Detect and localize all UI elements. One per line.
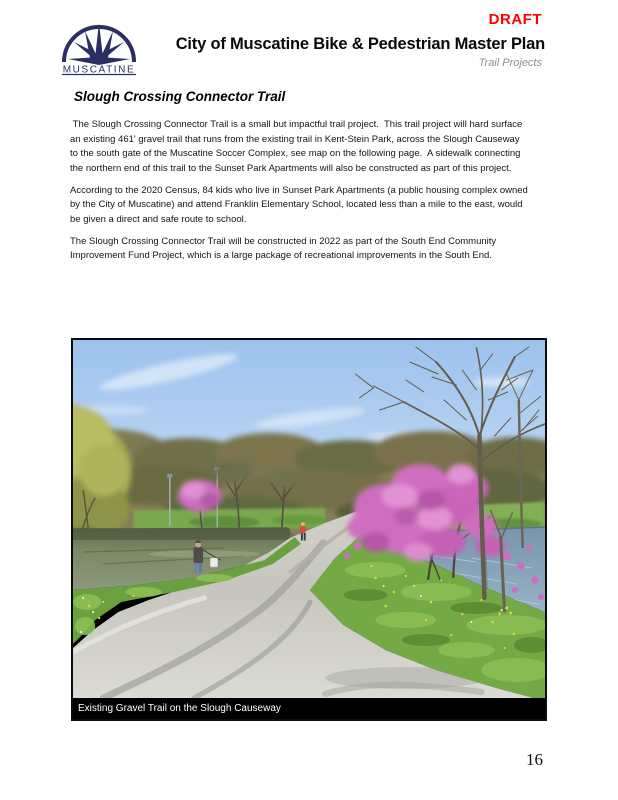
paragraph: The Slough Crossing Connector Trail is a small but impactful trail project. This trail project will hard surface an existing 461' gravel trail that runs from the existing trail in Kent-Stein Park, across the Slough Causeway to the south gate of the Muscatine Soccer Complex, see map on the following page. A sidewalk connecting the northern end of this trail to the Sunset Park Apartments will also be constructed as part of this project. (70, 119, 525, 174)
paragraph: According to the 2020 Census, 84 kids who live in Sunset Park Apartments (a public housing complex owned by the City of Muscatine) and attend Franklin Elementary School, located less than a mile to the east, would be given a direct and safe route to school. (70, 184, 531, 225)
photo-caption (73, 698, 545, 719)
trail-photo (73, 340, 545, 698)
section-heading: Slough Crossing Connector Trail (74, 89, 286, 104)
photo-caption-text: Existing Gravel Trail on the Slough Causeway (78, 703, 281, 714)
page-number: 16 (526, 750, 543, 769)
trail-photo-illustration (73, 340, 545, 698)
article-body (70, 118, 531, 271)
page-title: City of Muscatine Bike & Pedestrian Master Plan (175, 35, 545, 53)
logo-wordmark: MUSCATINE (62, 64, 136, 76)
page-subtitle: Trail Projects (478, 57, 542, 69)
document-header (115, 35, 545, 69)
photo-figure (71, 338, 547, 721)
paragraph: The Slough Crossing Connector Trail will be constructed in 2022 as part of the South End Community Improvement Fund Project, which is a large package of recreational improvements in the South End. (70, 235, 499, 261)
draft-watermark: DRAFT (488, 11, 542, 28)
